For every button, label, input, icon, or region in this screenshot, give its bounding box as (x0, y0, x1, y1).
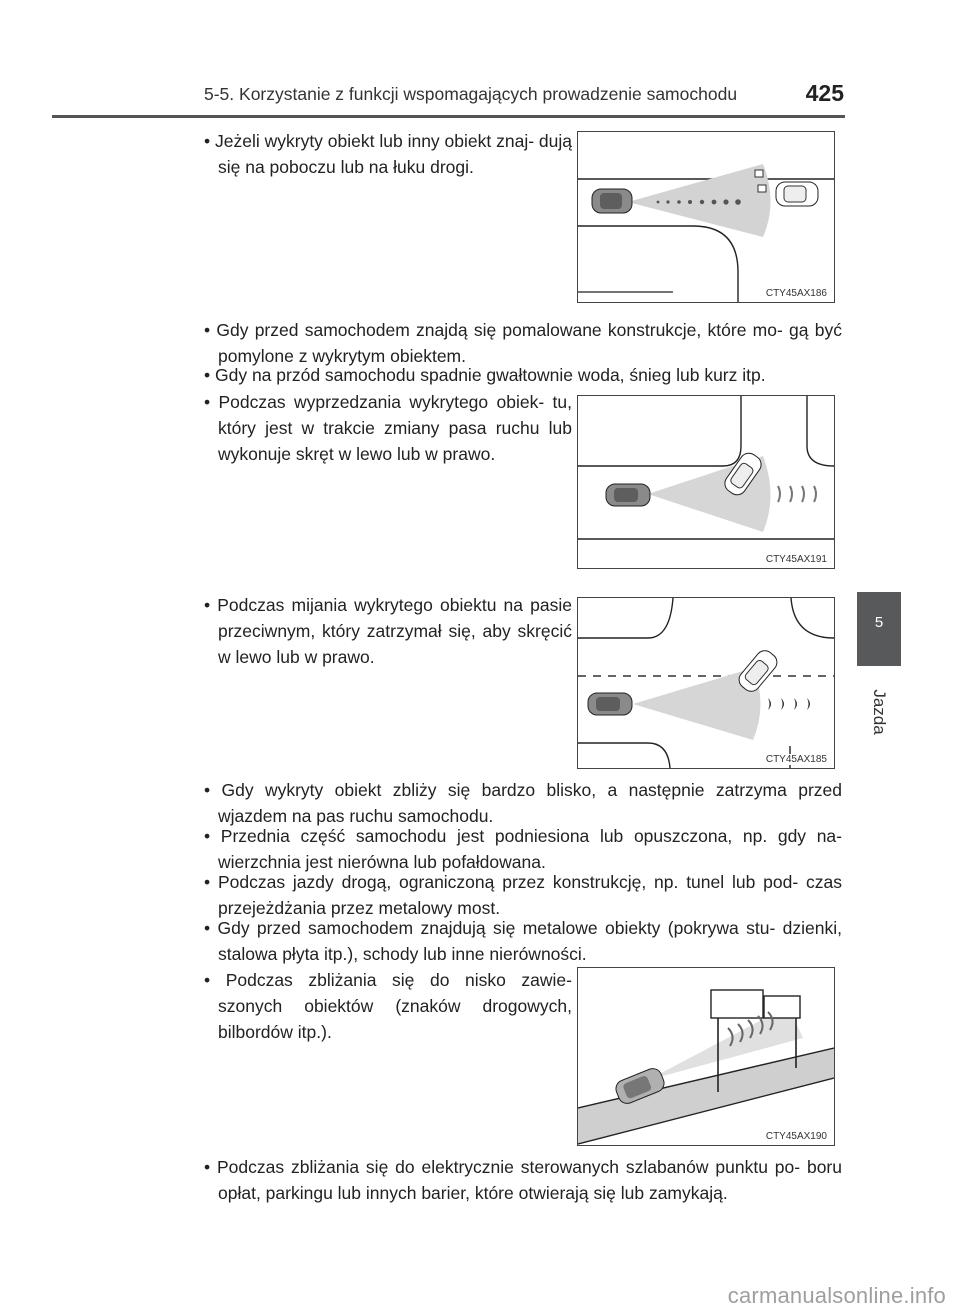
figure-curve-road (577, 131, 835, 303)
figure-code: CTY45AX190 (765, 1131, 827, 1142)
chapter-tab[interactable] (857, 592, 901, 666)
bullet-item: • Gdy wykryty obiekt zbliży się bardzo blisko, a następnie zatrzyma przed wjazdem na pas ruchu samochodu. (204, 780, 842, 826)
chapter-number: 5 (874, 614, 884, 631)
section-title: 5-5. Korzystanie z funkcji wspomagających prowadzenie samochodu (204, 84, 738, 104)
bullet-item: • Podczas zbliżania się do nisko zawie- szonych obiektów (znaków drogowych, bilbordów itp.). (204, 970, 572, 1042)
header-rule (52, 115, 845, 118)
bullet-item: • Podczas wyprzedzania wykrytego obiek- tu, który jest w trakcie zmiany pasa ruchu lub wykonuje skręt w lewo lub w prawo. (204, 392, 572, 464)
figure-code: CTY45AX185 (765, 754, 827, 765)
figure-illustration (578, 598, 834, 768)
bullet-item: • Podczas mijania wykrytego obiektu na pasie przeciwnym, który zatrzymał się, aby skręcić w lewo lub w prawo. (204, 595, 572, 667)
figure-code: CTY45AX186 (765, 288, 827, 299)
bullet-item: • Gdy przed samochodem znajdują się metalowe obiekty (pokrywa stu- dzienki, stalowa płyta itp.), schody lub inne nierówności. (204, 918, 842, 964)
chapter-label (857, 672, 901, 752)
bullet-item: • Jeżeli wykryty obiekt lub inny obiekt znaj- dują się na poboczu lub na łuku drogi. (204, 131, 572, 177)
figure-illustration (578, 396, 834, 568)
bullet-item: • Podczas zbliżania się do elektrycznie sterowanych szlabanów punktu po- boru opłat, parkingu lub innych barier, które otwierają się lub zamykają. (204, 1157, 842, 1203)
bullet-item: • Przednia część samochodu jest podniesiona lub opuszczona, np. gdy na- wierzchnia jest nierówna lub pofałdowana. (204, 826, 842, 872)
page-number: 425 (805, 80, 844, 106)
figure-overhead-sign (577, 967, 835, 1146)
figure-code: CTY45AX191 (765, 554, 827, 565)
watermark: carmanualsonline.info (727, 1283, 946, 1308)
page-header (204, 80, 844, 110)
chapter-label-text: Jazda (870, 689, 889, 735)
figure-illustration (578, 968, 834, 1145)
figure-crossroad (577, 395, 835, 569)
bullet-item: • Podczas jazdy drogą, ograniczoną przez konstrukcję, np. tunel lub pod- czas przejeżdżania przez metalowy most. (204, 872, 842, 918)
bullet-item: • Gdy na przód samochodu spadnie gwałtownie woda, śnieg lub kurz itp. (204, 365, 766, 385)
figure-oncoming-turn (577, 597, 835, 769)
figure-illustration (578, 132, 834, 302)
bullet-item: • Gdy przed samochodem znajdą się pomalowane konstrukcje, które mo- gą być pomylone z wykrytym obiektem. (204, 320, 842, 366)
